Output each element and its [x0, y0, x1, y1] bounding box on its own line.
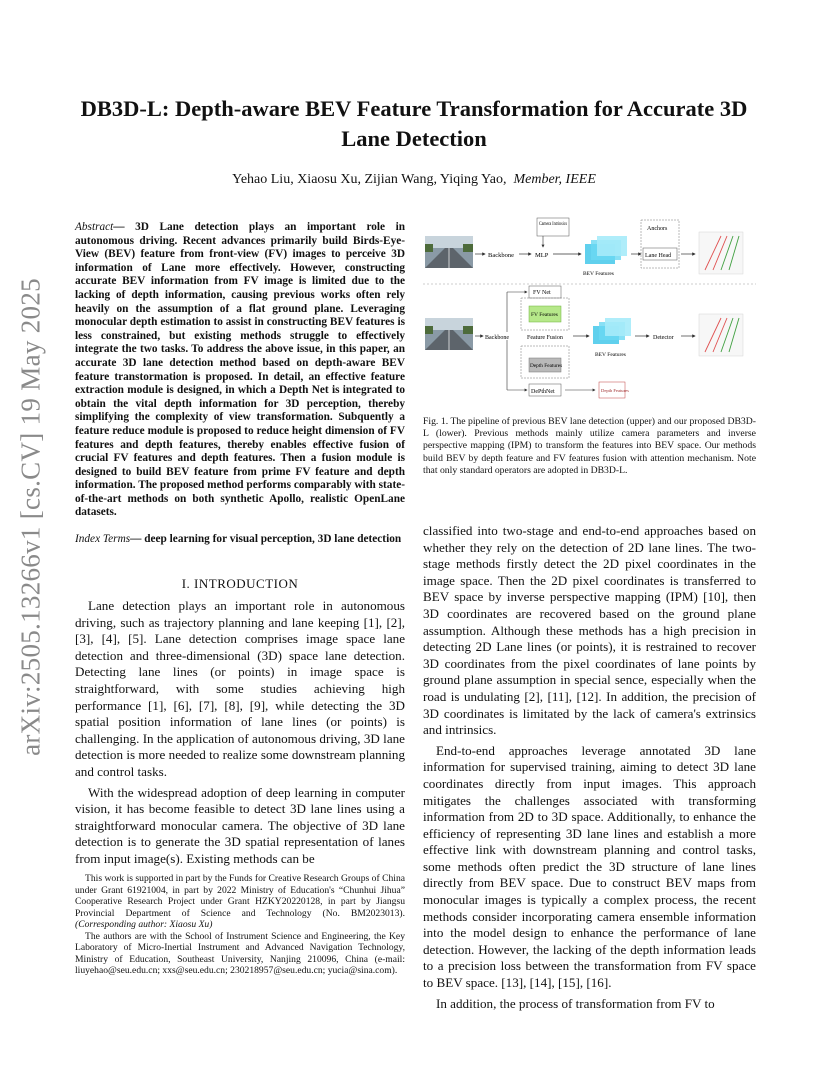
author-names: Yehao Liu, Xiaosu Xu, Zijian Wang, Yiqing Yao, — [232, 172, 507, 187]
bev-features-top: BEV Features — [583, 271, 614, 277]
right-paragraph-1: classified into two-stage and end-to-end approaches based on whether they rely on the detection of 2D lane lines. The two-stage methods firstly detect the 2D pixel coordinates in the image space. Then the 2D pixel coordinates is transferred to BEV space by inverse perspective mapping (IPM) [10], then 3D coordinates are recovered based on the ground plane assumption. Although these methods has a high precision in detecting 2D Lane lines (or points), it is restrained to recover 3D coordinates from the pixel coordinates of lane points by ground plane assumption in special sence, especially when the road is undulating [2], [11], [12]. In addition, the precision of 3D coordinates is limitated by the lack of camera's extrinsics and intrinsics. — [423, 523, 756, 738]
abstract-label: Abstract — [75, 221, 114, 233]
footnote — [75, 873, 405, 977]
footnote-corresponding: (Corresponding author: Xiaosu Xu) — [75, 919, 213, 930]
figure-1-diagram — [423, 214, 756, 404]
depth-net-label: DePthNet — [531, 389, 555, 395]
fv-features-label: FV Features — [531, 312, 558, 318]
backbone-bottom: Backbone — [485, 335, 509, 341]
figure-1-caption: Fig. 1. The pipeline of previous BEV lane detection (upper) and our proposed DB3D-L (lower). Previous methods mainly utilize camera parameters and inverse perspective mapping (IPM) to transform the features into BEV space. Our methods build BEV by depth feature and FV features fusion with attention mechanism. Note that only standard operators are adopted in DB3D-L. — [423, 416, 756, 476]
intro-paragraph-1: Lane detection plays an important role in autonomous driving, such as trajectory planning and lane keeping [1], [2], [3], [4], [5]. Lane detection comprises image space lane detection and three-dimensional (3D) space lane detection. Detecting lane lines (or points) in image space is straightforward, with some studies achieving high performance [1], [6], [7], [8], [9], while detecting the 3D spatial position information of lane lines (or points) is challenging. In the application of autonomous driving, 3D lane detection is more needed to realize some downstream planning and control tasks. — [75, 598, 405, 779]
intro-paragraph-2: With the widespread adoption of deep learning in computer vision, it has become feasible to detect 3D lane lines using a straightforward monocular camera. The objective of 3D lane detection is to generate the 3D spatial representation of lanes from input image(s). Existing methods can be — [75, 784, 405, 866]
intro-text — [75, 598, 405, 872]
road-image-bottom — [425, 318, 473, 350]
abstract — [75, 221, 405, 520]
right-column-text — [423, 523, 756, 1016]
fv-net-label: FV Net — [533, 290, 551, 296]
mlp-label: MLP — [535, 252, 549, 259]
index-terms-text: — deep learning for visual perception, 3D lane detection — [130, 533, 402, 545]
lane-head-label: Lane Head — [645, 253, 672, 259]
road-image-top — [425, 236, 473, 268]
bev-features-bottom-block — [593, 318, 631, 344]
section-heading: I. INTRODUCTION — [181, 576, 299, 591]
camera-intrinsics-label: Camera Intrinsics — [539, 221, 567, 227]
figure-1 — [423, 214, 756, 404]
paper-title: DB3D-L: Depth-aware BEV Feature Transformation for Accurate 3D Lane Detection — [80, 96, 748, 151]
depth-features-label: Depth Features — [530, 363, 563, 369]
detector-label: Detector — [653, 335, 674, 341]
depth-gt-label: Depth Features — [601, 388, 629, 393]
index-terms-label: Index Terms — [75, 533, 131, 545]
footnote-funding — [75, 873, 405, 931]
bev-features-bottom: BEV Features — [595, 352, 626, 358]
author-membership: Member, IEEE — [513, 172, 596, 187]
backbone-top: Backbone — [488, 252, 514, 259]
footnote-funding-text: This work is supported in part by the Funds for Creative Research Groups of China under Grant 61921004, in part by 2022 Ministry of Education's “Chunhui Jihua” Cooperative Research Project under Grant HZKY20220128, in part by Jiangsu Provincial Department of Science and Technology (No. BM2023013). — [75, 873, 405, 919]
bev-features-top-block — [585, 236, 627, 264]
arxiv-id: arXiv:2505.13266v1 [cs.CV] 19 May 2025 — [15, 278, 46, 756]
anchors-label: Anchors — [647, 226, 668, 232]
right-paragraph-3: In addition, the process of transformation from FV to — [436, 995, 715, 1011]
lane-plot-top — [699, 232, 743, 274]
right-paragraph-2: End-to-end approaches leverage annotated 3D lane information for supervised training, aiming to detect 3D lane coordinates directly from input images. This approach mitigates the challenges associated with transforming information from 2D to 3D space. Additionally, to enhance the efficiency of representing 3D lane lines and establish a more effective link with downstream planning and control tasks, some methods often predict the 3D structure of lane lines directly from BEV space. Due to construct BEV maps from monocular images is typically a complex process, the recent methods consider incorporating camera ensemble information into the model design to enhance the performance of lane detection. However, the lacking of the depth information leads to a precision loss between the transformation from FV space to BEV space. [13], [14], [15], [16]. — [423, 742, 756, 991]
footnote-affiliation: The authors are with the School of Instrument Science and Engineering, the Key Laboratory of Micro-Inertial Instrument and Advanced Navigation Technology, Ministry of Education, Southeast University, Nanjing 210096, China (e-mail: liuyehao@seu.edu.cn; xxs@seu.edu.cn; 230218957@seu.edu.cn; yucia@sina.com). — [75, 930, 405, 976]
lane-plot-bottom — [699, 314, 743, 356]
feature-fusion-label: Feature Fusion — [527, 335, 563, 341]
arxiv-watermark — [6, 272, 56, 762]
authors-line — [60, 172, 768, 188]
abstract-text: — 3D Lane detection plays an important role in autonomous driving. Recent advances primarily build Birds-Eye-View (BEV) feature from front-view (FV) images to perceive 3D information of Lane more effectively. However, constructing accurate BEV information from FV image is limited due to the lacking of depth information, causing previous works often rely heavily on the assumption of a flat ground plane. Leveraging monocular depth estimation to assist in constructing BEV features is less constrained, but existing methods struggle to effectively integrate the two tasks. To address the above issue, in this paper, an accurate 3D lane detection method based on depth-aware BEV feature transtormation is proposed. In detail, an effective feature extraction module is designed, in which a Depth Net is integrated to obtain the vital depth information for 3D perception, thereby simplifying the complexity of view transformation. Subquently a feature reduce module is proposed to reduce height dimension of FV features and depth features, thereby enables effective fusion of crucial FV features and depth features. Then a fusion module is designed to build BEV feature from prime FV feature and depth information. The proposed method performs comparably with state-of-the-art methods on both synthetic Apollo, realistic OpenLane datasets. — [75, 221, 405, 519]
index-terms — [75, 533, 405, 547]
